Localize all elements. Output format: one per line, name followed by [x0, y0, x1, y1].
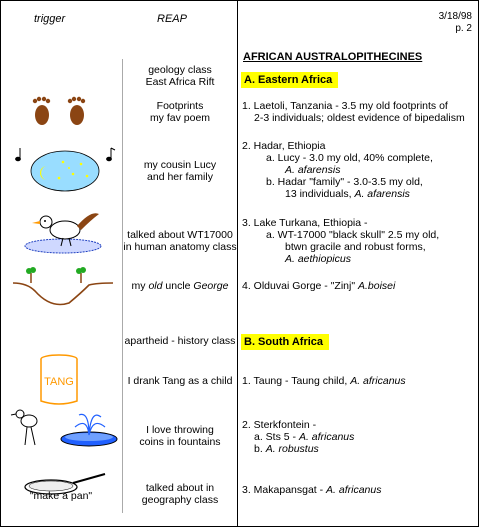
reap-header: REAP: [157, 13, 187, 25]
olduvai-gorge-icon: [11, 263, 115, 311]
section-eastern-africa: A. Eastern Africa: [241, 72, 338, 88]
bird-skull-icon: [21, 206, 119, 256]
reap-tang: I drank Tang as a child: [127, 375, 233, 387]
tang-label: TANG: [44, 376, 74, 388]
note-laetoli: 1. Laetoli, Tanzania - 3.5 my old footprints of 2-3 individuals; oldest evidence of bipedalism: [242, 100, 465, 124]
reap-uncle-george: my old uncle George: [131, 280, 229, 292]
note-hadar: 2. Hadar, Ethiopia a. Lucy - 3.0 my old, 40% complete, A. afarensis b. Hadar "family" - 3.0-3.5 my old, 13 individuals, A. afarensis: [242, 140, 433, 200]
reap-apartheid: apartheid - history class: [124, 335, 236, 347]
date-block: [439, 11, 472, 35]
page-number: p. 2: [455, 23, 472, 34]
reap-lucy: my cousin Lucy and her family: [143, 159, 217, 183]
lucy-in-the-sky-icon: [11, 144, 119, 194]
page-title: AFRICAN AUSTRALOPITHECINES: [243, 51, 423, 63]
trigger-header: trigger: [34, 13, 66, 25]
reap-fountains: I love throwing coins in fountains: [139, 424, 221, 448]
note-taung: 1. Taung - Taung child, A. africanus: [242, 375, 406, 387]
note-lake-turkana: 3. Lake Turkana, Ethiopia - a. WT-17000 "black skull" 2.5 my old, btwn gracile and robust forms, A. aethiopicus: [242, 217, 440, 265]
reap-wt17000: talked about WT17000 in human anatomy class: [123, 229, 237, 253]
footprints-icon: [27, 93, 97, 129]
tang-can-icon: [36, 353, 82, 409]
note-makapansgat: 3. Makapansgat - A. africanus: [242, 484, 382, 496]
note-sterkfontein: 2. Sterkfontein - a. Sts 5 - A. africanus b. A. robustus: [242, 419, 355, 455]
make-a-pan-caption: "make a pan": [29, 490, 93, 502]
reap-footprints: Footprints my fav poem: [149, 100, 211, 124]
reap-geology: geology class East Africa Rift: [145, 64, 215, 88]
date-text: 3/18/98: [438, 11, 472, 22]
note-olduvai: 4. Olduvai Gorge - "Zinj" A.boisei: [242, 280, 396, 292]
reap-geography: talked about in geography class: [141, 482, 219, 506]
fountain-icon: [9, 405, 121, 455]
column-divider: [237, 1, 238, 526]
section-south-africa: B. South Africa: [241, 334, 329, 350]
